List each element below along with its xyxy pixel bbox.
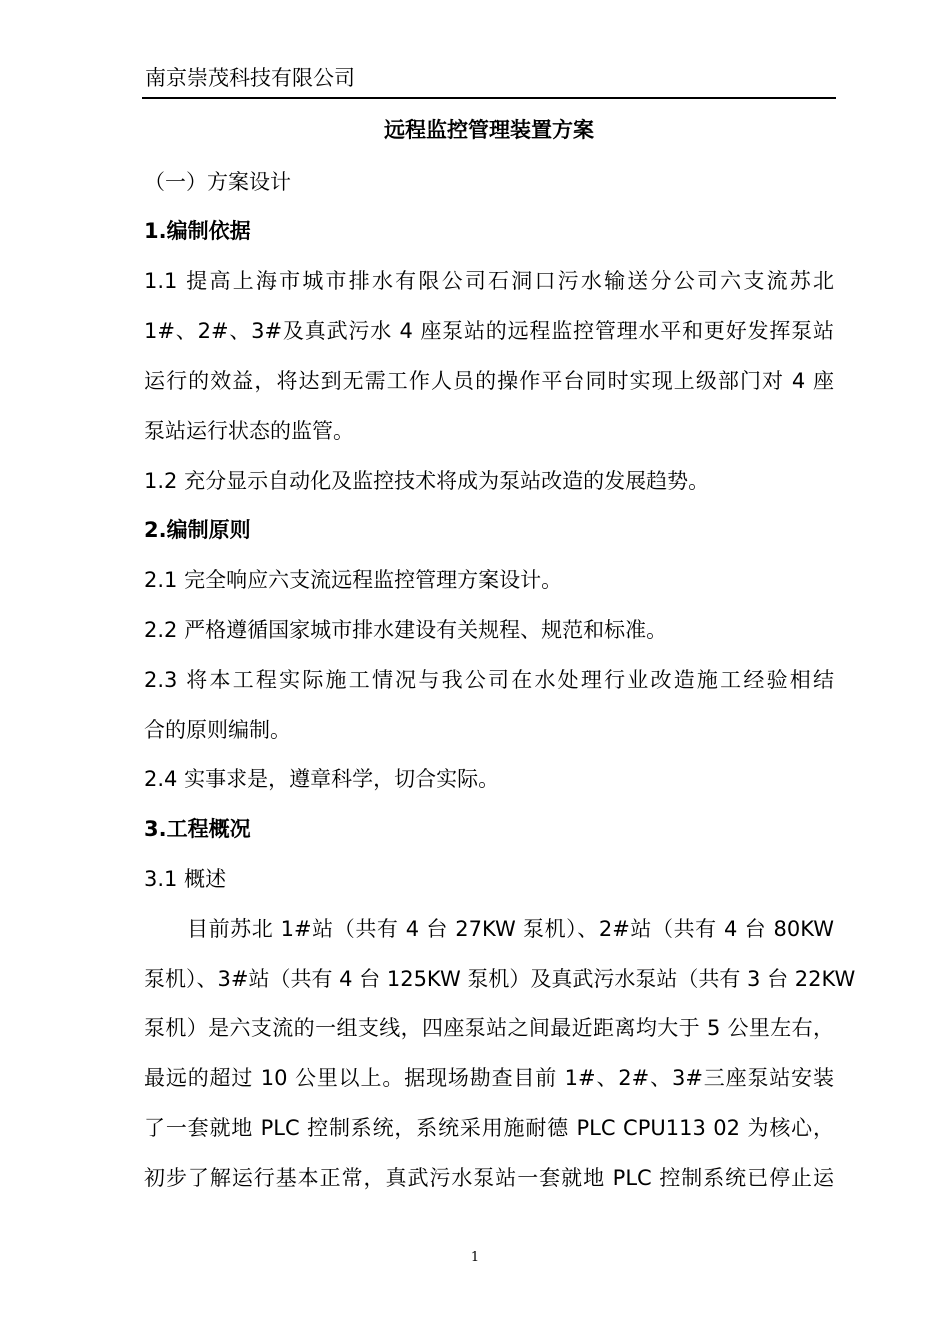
- overview-line-4: 最远的超过 10 公里以上。据现场勘查目前 1#、2#、3#三座泵站安装: [144, 1066, 834, 1090]
- paragraph-3-1: 3.1 概述: [144, 867, 227, 891]
- overview-line-1: 目前苏北 1#站（共有 4 台 27KW 泵机）、2#站（共有 4 台 80KW: [187, 917, 834, 941]
- paragraph-2-4: 2.4 实事求是，遵章科学，切合实际。: [144, 767, 500, 791]
- paragraph-1-1-line-1: 1.1 提高上海市城市排水有限公司石洞口污水输送分公司六支流苏北: [144, 269, 834, 293]
- overview-line-5: 了一套就地 PLC 控制系统，系统采用施耐德 PLC CPU113 02 为核心，: [144, 1116, 834, 1140]
- section-heading: （一）方案设计: [144, 170, 291, 194]
- header-divider: [142, 97, 836, 99]
- paragraph-1-2: 1.2 充分显示自动化及监控技术将成为泵站改造的发展趋势。: [144, 469, 710, 493]
- company-name: 南京崇茂科技有限公司: [145, 66, 355, 90]
- overview-line-2: 泵机）、3#站（共有 4 台 125KW 泵机）及真武污水泵站（共有 3 台 22KW: [144, 967, 856, 991]
- paragraph-2-2: 2.2 严格遵循国家城市排水建设有关规程、规范和标准。: [144, 618, 668, 642]
- heading-2: 2.编制原则: [144, 518, 251, 542]
- heading-3: 3.工程概况: [144, 817, 251, 841]
- paragraph-2-3-line-2: 合的原则编制。: [144, 718, 291, 742]
- paragraph-1-1-line-3: 运行的效益，将达到无需工作人员的操作平台同时实现上级部门对 4 座: [144, 369, 834, 393]
- document-title: 远程监控管理装置方案: [384, 118, 594, 142]
- page-number: 1: [470, 1250, 480, 1265]
- heading-1: 1.编制依据: [144, 219, 251, 243]
- overview-line-6: 初步了解运行基本正常，真武污水泵站一套就地 PLC 控制系统已停止运: [144, 1166, 834, 1190]
- paragraph-1-1-line-2: 1#、2#、3#及真武污水 4 座泵站的远程监控管理水平和更好发挥泵站: [144, 319, 834, 343]
- paragraph-1-1-line-4: 泵站运行状态的监管。: [144, 419, 354, 443]
- paragraph-2-1: 2.1 完全响应六支流远程监控管理方案设计。: [144, 568, 563, 592]
- paragraph-2-3-line-1: 2.3 将本工程实际施工情况与我公司在水处理行业改造施工经验相结: [144, 668, 834, 692]
- overview-line-3: 泵机）是六支流的一组支线，四座泵站之间最近距离均大于 5 公里左右，: [144, 1016, 834, 1040]
